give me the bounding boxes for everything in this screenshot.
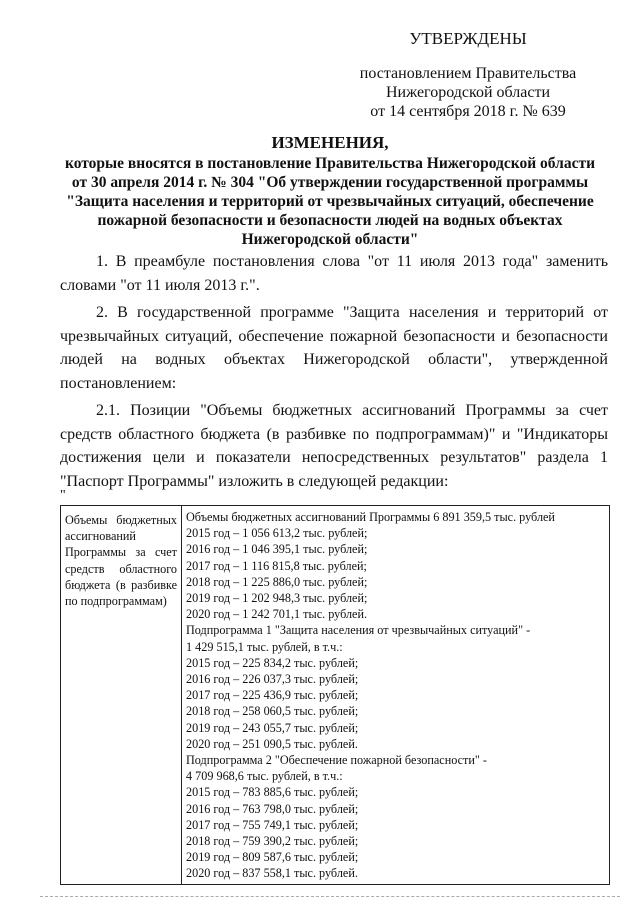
budget-table xyxy=(60,505,610,885)
program-total-line: Объемы бюджетных ассигнований Программы 6 891 359,5 тыс. рублей xyxy=(186,510,555,524)
subprogram-1-title: Подпрограмма 1 "Защита населения от чрезвычайных ситуаций" - xyxy=(186,623,531,638)
subprogram-2-year-line: 2018 год – 759 390,2 тыс. рублей; xyxy=(186,834,359,849)
subprogram-2-year-line: 2020 год – 837 558,1 тыс. рублей. xyxy=(186,866,358,881)
subprogram-1-total: 1 429 515,1 тыс. рублей, в т.ч.: xyxy=(186,639,343,654)
heading-subtitle-line: пожарной безопасности и безопасности людей на водных объектах xyxy=(97,212,563,229)
document-body xyxy=(60,250,608,497)
table-row xyxy=(61,506,610,885)
subprogram-1-year-line: 2016 год – 226 037,3 тыс. рублей; xyxy=(186,672,359,687)
approval-title: УТВЕРЖДЕНЫ xyxy=(409,29,527,48)
subprogram-2-year-line: 2017 год – 755 749,1 тыс. рублей; xyxy=(186,817,359,832)
heading-title: ИЗМЕНЕНИЯ, xyxy=(271,133,389,152)
program-year-line: 2018 год – 1 225 886,0 тыс. рублей; xyxy=(186,574,368,589)
program-year-line: 2017 год – 1 116 815,8 тыс. рублей; xyxy=(186,558,367,573)
program-year-line: 2019 год – 1 202 948,3 тыс. рублей; xyxy=(186,591,368,606)
subprogram-2-year-line: 2015 год – 783 885,6 тыс. рублей; xyxy=(186,785,359,800)
table-label-cell: Объемы бюджетных ассигнований Программы за счет средств областного бюджета (в разбивке по подпрограммам) xyxy=(61,506,182,885)
subprogram-2-total: 4 709 968,6 тыс. рублей, в т.ч.: xyxy=(186,769,343,784)
program-year-line: 2016 год – 1 046 395,1 тыс. рублей; xyxy=(186,542,368,557)
paragraph-2: 2. В государственной программе "Защита населения и территорий от чрезвычайных ситуаций, обеспечение пожарной безопасности и безопасности людей на водных объектах Нижегородской области", утвержденной постановлением: xyxy=(60,304,608,392)
program-year-line: 2015 год – 1 056 613,2 тыс. рублей; xyxy=(186,526,368,541)
subprogram-1-year-line: 2020 год – 251 090,5 тыс. рублей. xyxy=(186,736,358,751)
page-bottom-rule xyxy=(40,896,620,898)
subprogram-1-year-line: 2017 год – 225 436,9 тыс. рублей; xyxy=(186,688,359,703)
document-heading xyxy=(40,132,620,249)
paragraph-1: 1. В преамбуле постановления слова "от 11 июля 2013 года" заменить словами "от 11 июля 2013 г.". xyxy=(60,253,608,294)
subprogram-2-year-line: 2016 год – 763 798,0 тыс. рублей; xyxy=(186,801,359,816)
heading-subtitle-line: которые вносятся в постановление Правительства Нижегородской области xyxy=(65,155,595,172)
approval-line-1: постановлением Правительства xyxy=(359,65,577,82)
opening-quote-mark: " xyxy=(60,488,66,503)
approval-block xyxy=(348,28,588,121)
subprogram-2-title: Подпрограмма 2 "Обеспечение пожарной безопасности" - xyxy=(186,753,487,768)
heading-subtitle-line: Нижегородской области" xyxy=(241,231,419,248)
paragraph-2-1: 2.1. Позиции "Объемы бюджетных ассигнований Программы за счет средств областного бюджета (в разбивке по подпрограммам)" и "Индикаторы достижения цели и показатели непосредственных результатов" раздела 1 "Паспорт Программы" изложить в следующей редакции: xyxy=(60,402,608,490)
subprogram-1-year-line: 2015 год – 225 834,2 тыс. рублей; xyxy=(186,655,359,670)
approval-line-3: от 14 сентября 2018 г. № 639 xyxy=(370,103,566,120)
heading-subtitle-line: "Защита населения и территорий от чрезвычайных ситуаций, обеспечение xyxy=(66,193,594,210)
subprogram-1-year-line: 2019 год – 243 055,7 тыс. рублей; xyxy=(186,720,359,735)
table-content-cell xyxy=(182,506,610,885)
heading-subtitle-line: от 30 апреля 2014 г. № 304 "Об утверждении государственной программы xyxy=(71,174,589,191)
subprogram-1-year-line: 2018 год – 258 060,5 тыс. рублей; xyxy=(186,704,359,719)
program-year-line: 2020 год – 1 242 701,1 тыс. рублей. xyxy=(186,607,368,622)
approval-line-2: Нижегородской области xyxy=(385,84,550,101)
subprogram-2-year-line: 2019 год – 809 587,6 тыс. рублей; xyxy=(186,850,359,865)
